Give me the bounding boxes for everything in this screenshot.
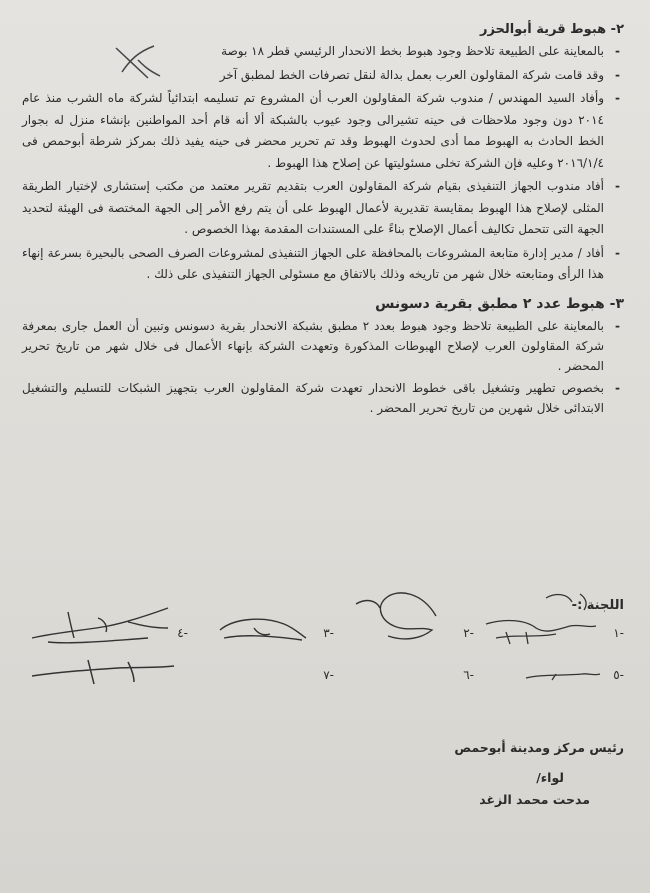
signature-5: [522, 666, 602, 686]
committee-number-7: -٧: [323, 668, 334, 682]
chief-line-1: رئيس مركز ومدينة أبوحمص: [454, 740, 624, 755]
section-2-item: - وقد قامت شركة المقاولون العرب بعمل بدالة لنقل تصرفات الخط لمطبق آخر: [22, 65, 624, 87]
section-3: [22, 296, 624, 418]
section-2-item: - أفاد / مدير إدارة متابعة المشروعات بالمحافظة على الجهاز التنفيذى لمشروعات الصرف الصحى بالبحيرة بسرعة إنهاء هذا الرأى ومتابعته خلال شهر من تاريخه وذلك بالاتفاق مع مسئولى الجهاز التنفيذى على ذلك .: [22, 243, 624, 286]
section-2-item: - وأفاد السيد المهندس / مندوب شركة المقاولون العرب أن المشروع تم تسليمه ابتدائياً لشركة ماه الشرب منذ عام ٢٠١٤ دون وجود ملاحظات فى حينه تشيرالى وجود عيوب بالشبكة ألا أنه قام أحد المواطنين بإنشاء منزل له بجوار الخط الحادث به الهبوط مما أدى لحدوث الهبوط وقد تم تحرير محضر فى حينه يفيد ذلك بمركز شرطة أبوحمص فى ٢٠١٦/١/٤ وعليه فإن الشركة تخلى مسئوليتها عن إصلاح هذا الهبوط .: [22, 88, 624, 174]
chief-line-3: مدحت محمد الزغد: [479, 792, 590, 807]
section-2-title: ٢- هبوط قرية أبوالحزر: [479, 22, 624, 37]
section-2-item: - بالمعاينة على الطبيعة تلاحظ وجود هبوط بخط الانحدار الرئيسي قطر ١٨ بوصة: [22, 41, 624, 63]
committee-number-2: -٢: [463, 626, 474, 640]
signature-4: [28, 602, 178, 650]
signature-3: [214, 610, 314, 650]
committee-number-5: -٥: [613, 668, 624, 682]
section-3-item: - بخصوص تطهير وتشغيل باقى خطوط الانحدار تعهدت شركة المقاولون العرب بتجهيز الشبكات للتسليم والتشغيل الابتدائى خلال شهرين من تاريخ تحرير المحضر .: [22, 378, 624, 418]
signature-1: [476, 588, 606, 650]
section-2: [22, 22, 624, 286]
committee-title: اللجنة :-: [571, 598, 624, 613]
committee-number-3: -٣: [323, 626, 334, 640]
section-3-item: - بالمعاينة على الطبيعة تلاحظ وجود هبوط بعدد ٢ مطبق بشبكة الانحدار بقرية دسونس وتبين أن العمل جارى بمعرفة شركة المقاولون العرب لإصلاح الهبوطات المذكورة وتعهدت الشركة بإنهاء الأعمال فى خلال شهر من تاريخ تحرير المحضر .: [22, 316, 624, 376]
signature-2: [336, 586, 456, 648]
signature-7: [28, 654, 178, 688]
committee-number-6: -٦: [463, 668, 474, 682]
committee-number-4: -٤: [177, 626, 188, 640]
section-2-item: - أفاد مندوب الجهاز التنفيذى بقيام شركة المقاولون العرب بتقديم تقرير معتمد من مكتب إستشارى لإختيار الطريقة المثلى لإصلاح هذا الهبوط بمقايسة تقديرية لأعمال الهبوط على أن يتم رفع الأمر إلى الجهة المختصة فى الهيئة لتحديد الجهة التى تتحمل تكاليف أعمال الإصلاح بناءً على المستندات المقدمة بهذا الخصوص .: [22, 176, 624, 241]
section-3-list: [22, 316, 624, 418]
committee-signatures: [24, 598, 624, 718]
section-3-title: ٣- هبوط عدد ٢ مطبق بقرية دسونس: [375, 295, 624, 312]
section-2-list: [22, 41, 624, 286]
chief-line-2: لواء/: [536, 770, 564, 785]
committee-number-1: -١: [613, 626, 624, 640]
